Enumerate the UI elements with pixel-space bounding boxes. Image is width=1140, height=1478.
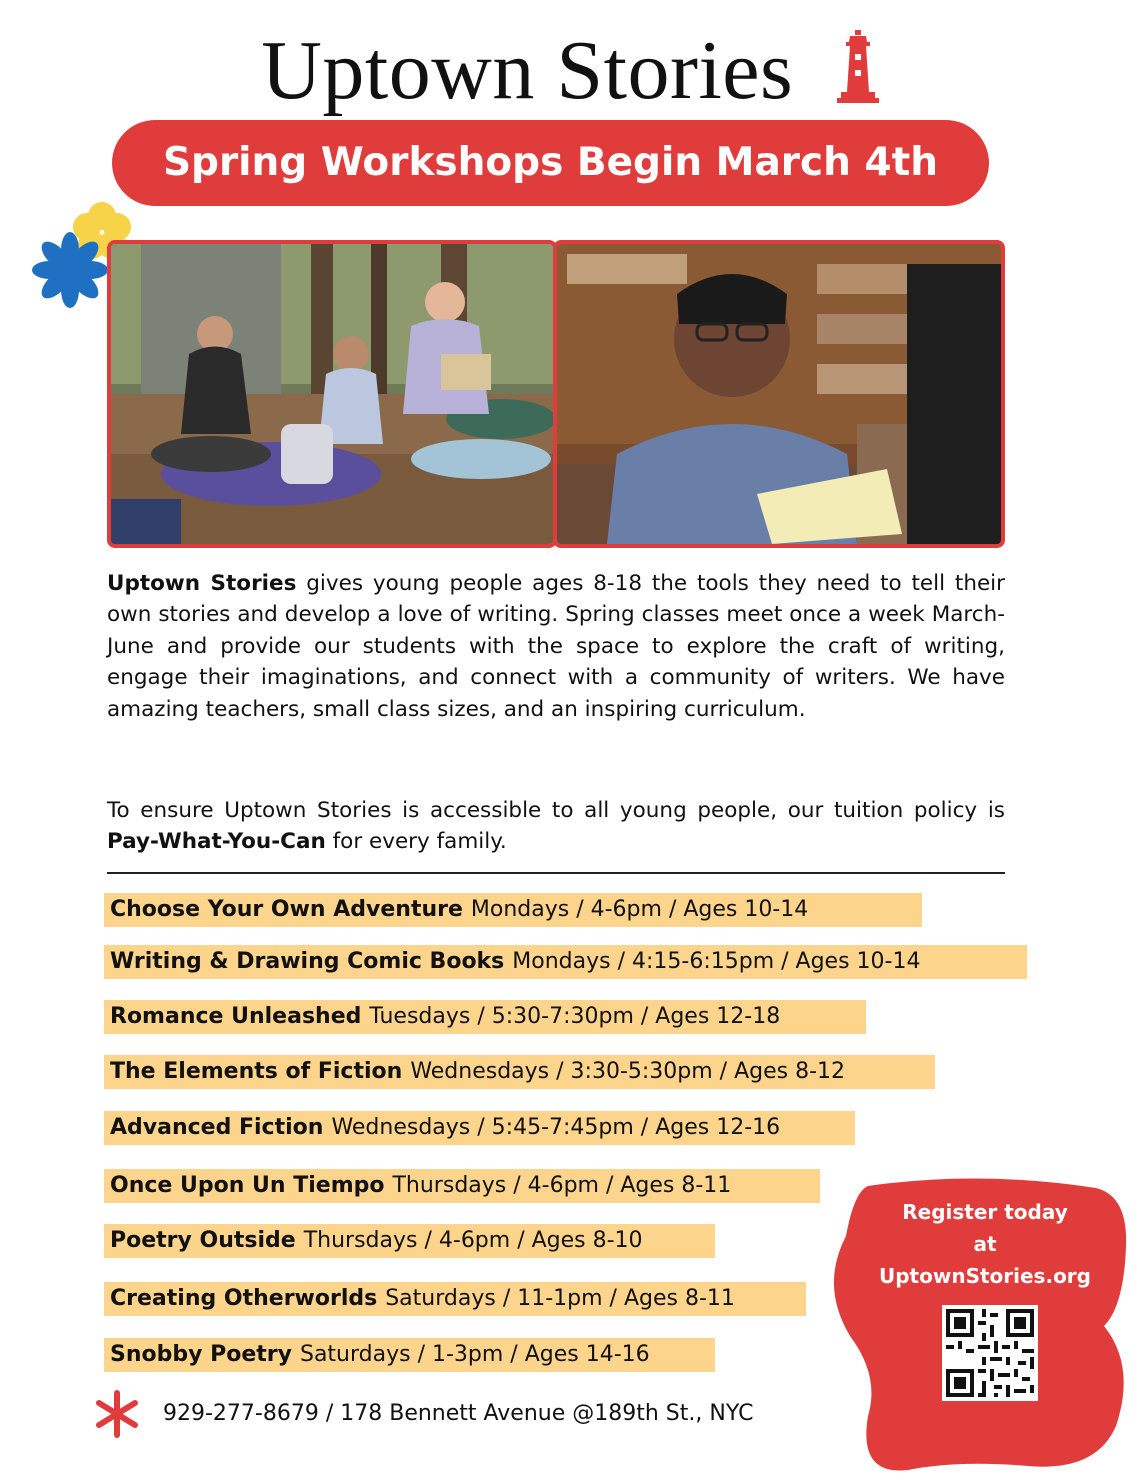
register-line2: at <box>973 1232 997 1256</box>
class-name: Creating Otherworlds <box>110 1286 378 1311</box>
class-row <box>104 1282 806 1316</box>
register-url[interactable]: UptownStories.org <box>879 1264 1091 1288</box>
register-line1: Register today <box>902 1200 1068 1224</box>
divider <box>107 872 1005 874</box>
class-row <box>104 1111 855 1145</box>
spring-workshops-banner: Spring Workshops Begin March 4th <box>112 120 989 206</box>
footer-contact: 929-277-8679 / 178 Bennett Avenue @189th St., NYC <box>163 1401 754 1426</box>
class-row <box>104 945 1027 979</box>
class-row <box>104 1224 715 1258</box>
class-row <box>104 1000 866 1034</box>
class-schedule: Mondays / 4:15-6:15pm / Ages 10-14 <box>512 949 921 974</box>
class-name: Choose Your Own Adventure <box>110 897 463 922</box>
class-name: Romance Unleashed <box>110 1004 362 1029</box>
org-title: Uptown Stories <box>261 23 794 117</box>
class-row <box>104 1338 715 1372</box>
class-schedule: Wednesdays / 3:30-5:30pm / Ages 8-12 <box>410 1059 846 1084</box>
page-title <box>0 8 1140 126</box>
tuition-before: To ensure Uptown Stories is accessible to all young people, our tuition policy is <box>107 798 1005 823</box>
class-schedule: Tuesdays / 5:30-7:30pm / Ages 12-18 <box>369 1004 781 1029</box>
photo-student-reading-library <box>553 240 1005 548</box>
photo-kids-writing-outdoors <box>107 240 557 548</box>
class-name: Snobby Poetry <box>110 1342 292 1367</box>
class-schedule: Saturdays / 11-1pm / Ages 8-11 <box>385 1286 735 1311</box>
class-name: Advanced Fiction <box>110 1115 324 1140</box>
class-schedule: Saturdays / 1-3pm / Ages 14-16 <box>299 1342 650 1367</box>
class-schedule: Thursdays / 4-6pm / Ages 8-11 <box>392 1173 732 1198</box>
class-name: Once Upon Un Tiempo <box>110 1173 385 1198</box>
intro-org-name: Uptown Stories <box>107 571 297 596</box>
register-link[interactable] <box>850 1196 1120 1292</box>
class-schedule: Wednesdays / 5:45-7:45pm / Ages 12-16 <box>331 1115 781 1140</box>
asterisk-icon <box>92 1389 142 1439</box>
class-name: Writing & Drawing Comic Books <box>110 949 505 974</box>
intro-paragraph <box>107 568 1005 725</box>
class-name: The Elements of Fiction <box>110 1059 403 1084</box>
class-row <box>104 1169 820 1203</box>
tuition-after: for every family. <box>325 829 507 855</box>
qr-code-icon[interactable] <box>942 1305 1038 1401</box>
tuition-policy: Pay-What-You-Can <box>107 829 326 855</box>
class-schedule: Mondays / 4-6pm / Ages 10-14 <box>470 897 809 922</box>
tuition-paragraph <box>107 795 1005 858</box>
lighthouse-icon <box>837 30 879 104</box>
class-name: Poetry Outside <box>110 1228 296 1253</box>
class-row <box>104 893 922 927</box>
class-row <box>104 1055 935 1089</box>
intro-body: gives young people ages 8-18 the tools they need to tell their own stories and develop a love of writing. Spring classes meet once a week March-June and provide our students with the space to explore the craft of writing, engage their imaginations, and connect with a community of writers. We have amazing teachers, small class sizes, and an inspiring curriculum. <box>107 571 1005 722</box>
class-schedule: Thursdays / 4-6pm / Ages 8-10 <box>303 1228 643 1253</box>
